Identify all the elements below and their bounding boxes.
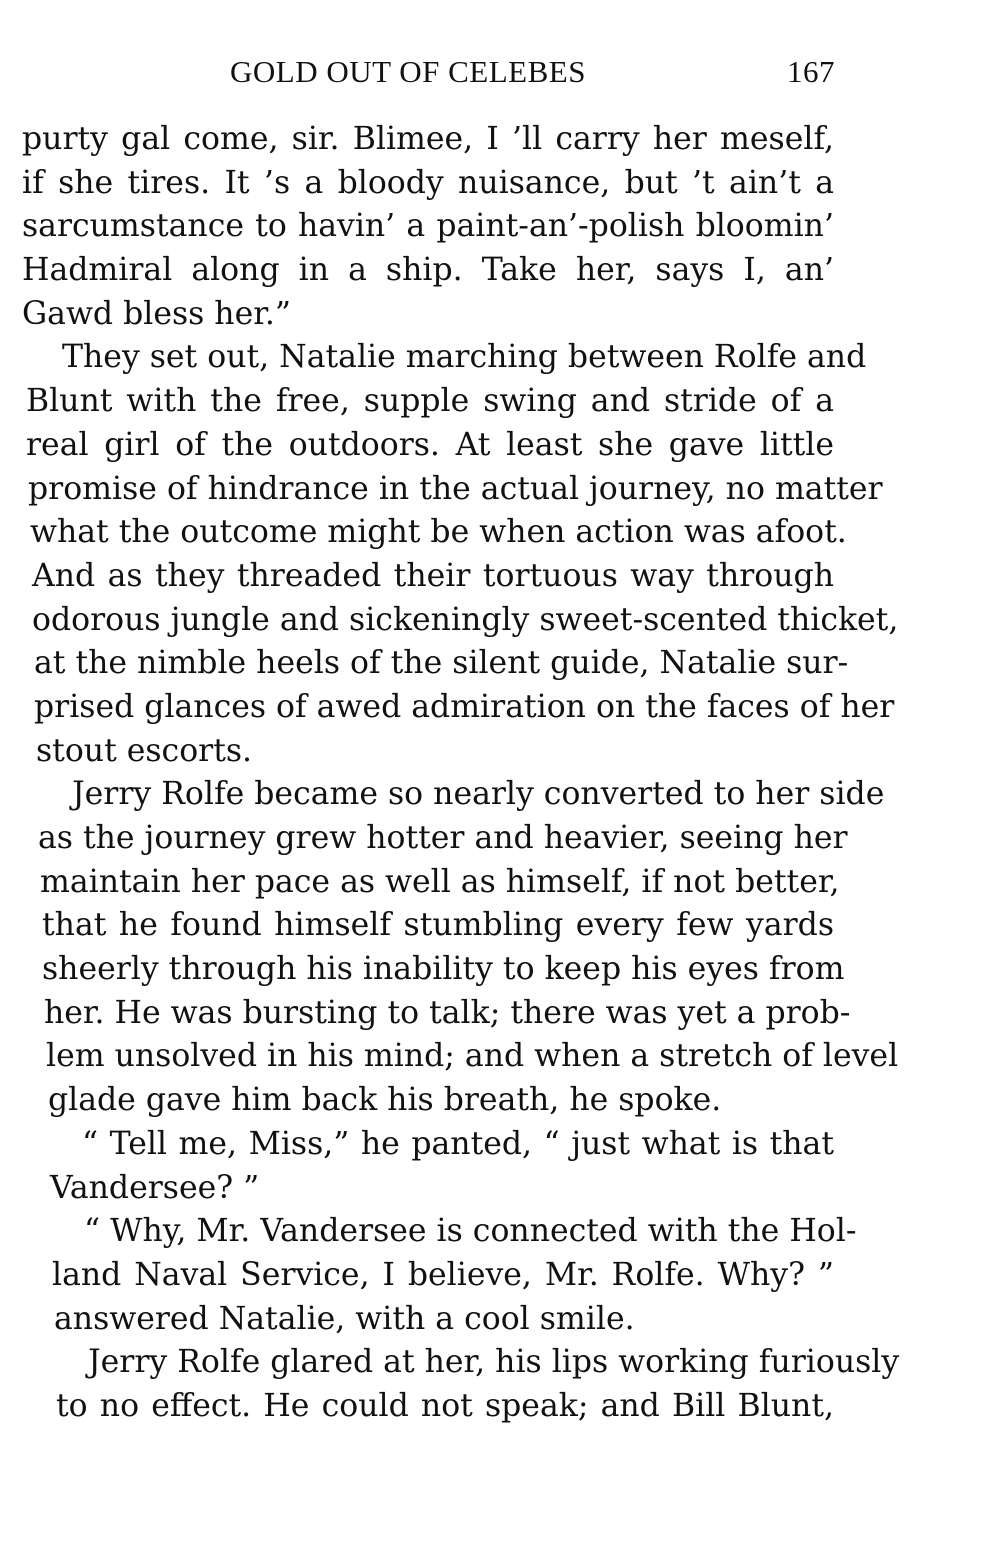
text-line: Jerry Rolfe became so nearly converted to her side [72,776,885,813]
text-line: answered Natalie, with a cool smile. [54,1300,635,1337]
text-line: purty gal come, sir. Blimee, I ’ll carry her meself, [22,121,834,157]
text-line: odorous jungle and sickeningly sweet-scented thicket, [32,601,899,638]
text-line: if she tires. It ’s a bloody nuisance, but ’t ain’t a [22,164,834,201]
text-line: to no effect. He could not speak; and Bill Blunt, [56,1387,834,1424]
text-line: Vandersee? ” [50,1169,260,1206]
text-line: sheerly through his inability to keep his eyes from [42,951,845,988]
body-text [22,118,900,1429]
text-line: Gawd bless her.” [22,295,291,332]
text-line: real girl of the outdoors. At least she gave little [26,426,834,463]
running-title: GOLD OUT OF CELEBES [230,54,586,89]
text-line: “ Tell me, Miss,” he panted, “ just what is that [82,1125,834,1162]
text-line: what the outcome might be when action was afoot. [30,514,847,551]
text-line: Jerry Rolfe glared at her, his lips working furiously [88,1344,900,1381]
text-line: lem unsolved in his mind; and when a stretch of level [46,1038,899,1075]
text-line: prised glances of awed admiration on the faces of her [34,688,895,725]
text-line: as the journey grew hotter and heavier, seeing her [38,820,848,856]
text-line: at the nimble heels of the silent guide, Natalie sur- [34,645,849,682]
text-line: maintain her pace as well as himself, if not better, [40,863,840,900]
text-line: land Naval Service, I believe, Mr. Rolfe. Why? ” [52,1256,834,1293]
text-line: her. He was bursting to talk; there was yet a prob- [44,994,851,1031]
text-line: And as they threaded their tortuous way through [32,557,834,594]
text-line: “ Why, Mr. Vandersee is connected with the Hol- [84,1213,857,1250]
text-line: Hadmiral along in a ship. Take her, says I, an’ [22,252,834,289]
running-head [230,54,835,94]
page-number: 167 [787,54,835,89]
text-line: They set out, Natalie marching between Rolfe and [62,339,867,376]
text-line: stout escorts. [36,732,253,769]
text-line: Blunt with the free, supple swing and stride of a [26,383,834,420]
text-line: glade gave him back his breath, he spoke. [48,1082,722,1119]
text-line: sarcumstance to havin’ a paint-an’-polish bloomin’ [22,208,834,245]
text-line: that he found himself stumbling every few yards [42,907,834,944]
text-line: promise of hindrance in the actual journey, no matter [28,470,883,507]
